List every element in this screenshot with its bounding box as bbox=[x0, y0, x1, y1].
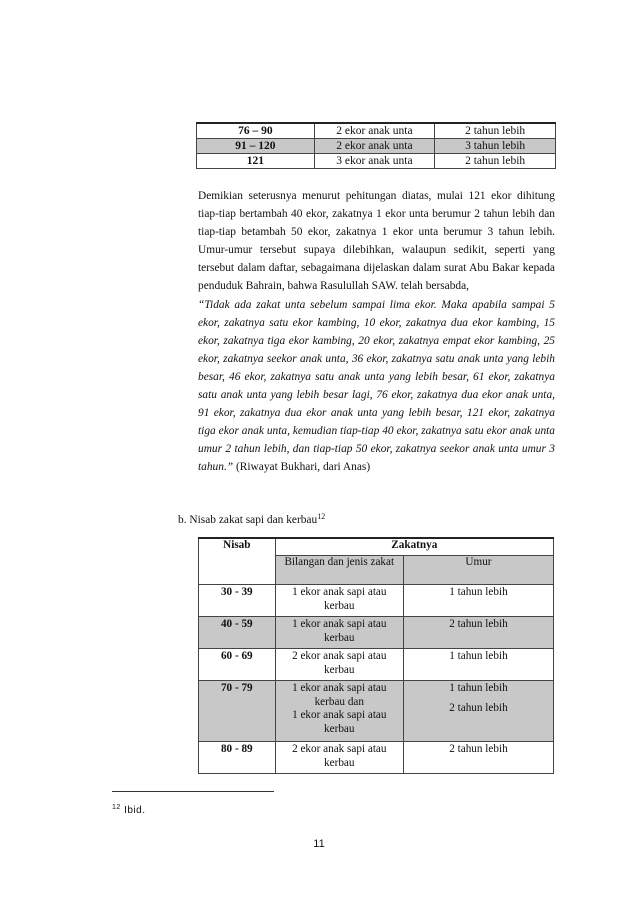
section-heading bbox=[178, 509, 325, 528]
umur-cell: 2 tahun lebih bbox=[403, 742, 553, 774]
umur-cell: 2 tahun lebih bbox=[403, 617, 553, 649]
nisab-cell: 80 - 89 bbox=[199, 742, 276, 774]
nisab-cell: 40 - 59 bbox=[199, 617, 276, 649]
hadith-paragraph bbox=[198, 296, 555, 477]
umur-cell: 2 tahun lebih bbox=[435, 123, 556, 139]
footnote-divider bbox=[112, 791, 274, 792]
table-row bbox=[199, 649, 554, 681]
nisab-cell: 60 - 69 bbox=[199, 649, 276, 681]
umur-cell: 3 tahun lebih bbox=[435, 139, 556, 154]
hadith-quote: “Tidak ada zakat unta sebelum sampai lima ekor. Maka apabila sampai 5 ekor, zakatnya satu ekor kambing, 10 ekor, zakatnya dua ekor kambing, 15 ekor, zakatnya tiga ekor kambing, 20 ekor, zakatnya empat ekor kambing, 25 ekor, zakatnya seekor anak unta, 36 ekor, zakatnya satu anak unta yang lebih besar, 46 ekor, zakatnya satu anak unta yang lebih besar, 61 ekor, zakatnya satu anak unta yang lebih besar lagi, 76 ekor, zakatnya dua ekor anak unta, 91 ekor, zakatnya dua ekor anak unta yang lebih besar, 121 ekor, zakatnya tiga ekor anak unta, kemudian tiap-tiap 40 ekor, zakatnya satu ekor anak unta umur 2 tahun lebih, dan tiap-tiap 50 ekor, zakatnya seekor anak unta umur 3 tahun.” bbox=[198, 298, 555, 474]
table-row bbox=[199, 681, 554, 742]
footnote-number: 12 bbox=[112, 804, 121, 811]
bilangan-cell: 1 ekor anak sapi atau kerbau bbox=[275, 617, 403, 649]
table-row bbox=[197, 123, 556, 139]
section-marker: b. bbox=[178, 514, 187, 526]
hadith-source: (Riwayat Bukhari, dari Anas) bbox=[233, 461, 371, 474]
zakat-cell: 2 ekor anak unta bbox=[314, 139, 435, 154]
umur-cell: 1 tahun lebih bbox=[403, 649, 553, 681]
footnote-reference[interactable]: 12 bbox=[317, 512, 326, 521]
bilangan-line: 1 ekor anak sapi atau kerbau bbox=[292, 709, 387, 735]
nisab-cell: 30 - 39 bbox=[199, 585, 276, 617]
header-nisab: Nisab bbox=[199, 538, 276, 585]
table-row bbox=[199, 617, 554, 649]
body-text bbox=[198, 187, 555, 477]
cattle-nisab-table bbox=[198, 537, 554, 774]
table-row bbox=[199, 742, 554, 774]
nisab-cell: 76 – 90 bbox=[197, 123, 315, 139]
bilangan-line: 1 ekor anak sapi atau kerbau dan bbox=[292, 682, 387, 708]
camel-nisab-table bbox=[196, 122, 556, 169]
page-number: 11 bbox=[313, 838, 325, 850]
table-header-row bbox=[199, 538, 554, 556]
umur-line: 1 tahun lebih bbox=[449, 682, 508, 694]
bilangan-cell: 1 ekor anak sapi atau kerbau bbox=[275, 585, 403, 617]
header-zakat: Zakatnya bbox=[275, 538, 553, 556]
subheader-umur: Umur bbox=[403, 556, 553, 585]
paragraph: Demikian seterusnya menurut pehitungan diatas, mulai 121 ekor dihitung tiap-tiap bertambah 40 ekor, zakatnya 1 ekor unta berumur 2 tahun lebih dan tiap-tiap betambah 50 ekor, zakatnya 1 ekor unta berumur 3 tahun lebih. Umur-umur tersebut supaya dilebihkan, walaupun sedikit, seperti yang tersebut dalam daftar, sebagaimana dijelaskan dalam surat Abu Bakar kepada penduduk Bahrain, bahwa Rasulullah SAW. telah bersabda, bbox=[198, 190, 555, 293]
table-row bbox=[199, 585, 554, 617]
table-row bbox=[197, 154, 556, 169]
footnote-text: Ibid. bbox=[124, 805, 146, 816]
nisab-cell: 70 - 79 bbox=[199, 681, 276, 742]
section-title: Nisab zakat sapi dan kerbau bbox=[189, 514, 318, 526]
bilangan-cell: 2 ekor anak sapi atau kerbau bbox=[275, 742, 403, 774]
zakat-cell: 3 ekor anak unta bbox=[314, 154, 435, 169]
nisab-cell: 91 – 120 bbox=[197, 139, 315, 154]
nisab-cell: 121 bbox=[197, 154, 315, 169]
umur-cell: 2 tahun lebih bbox=[435, 154, 556, 169]
subheader-bilangan: Bilangan dan jenis zakat bbox=[275, 556, 403, 585]
footnote bbox=[112, 804, 145, 816]
bilangan-cell bbox=[275, 681, 403, 742]
umur-line: 2 tahun lebih bbox=[449, 701, 508, 714]
zakat-cell: 2 ekor anak unta bbox=[314, 123, 435, 139]
bilangan-cell: 2 ekor anak sapi atau kerbau bbox=[275, 649, 403, 681]
table-row bbox=[197, 139, 556, 154]
umur-cell: 1 tahun lebih bbox=[403, 585, 553, 617]
umur-cell bbox=[403, 681, 553, 742]
